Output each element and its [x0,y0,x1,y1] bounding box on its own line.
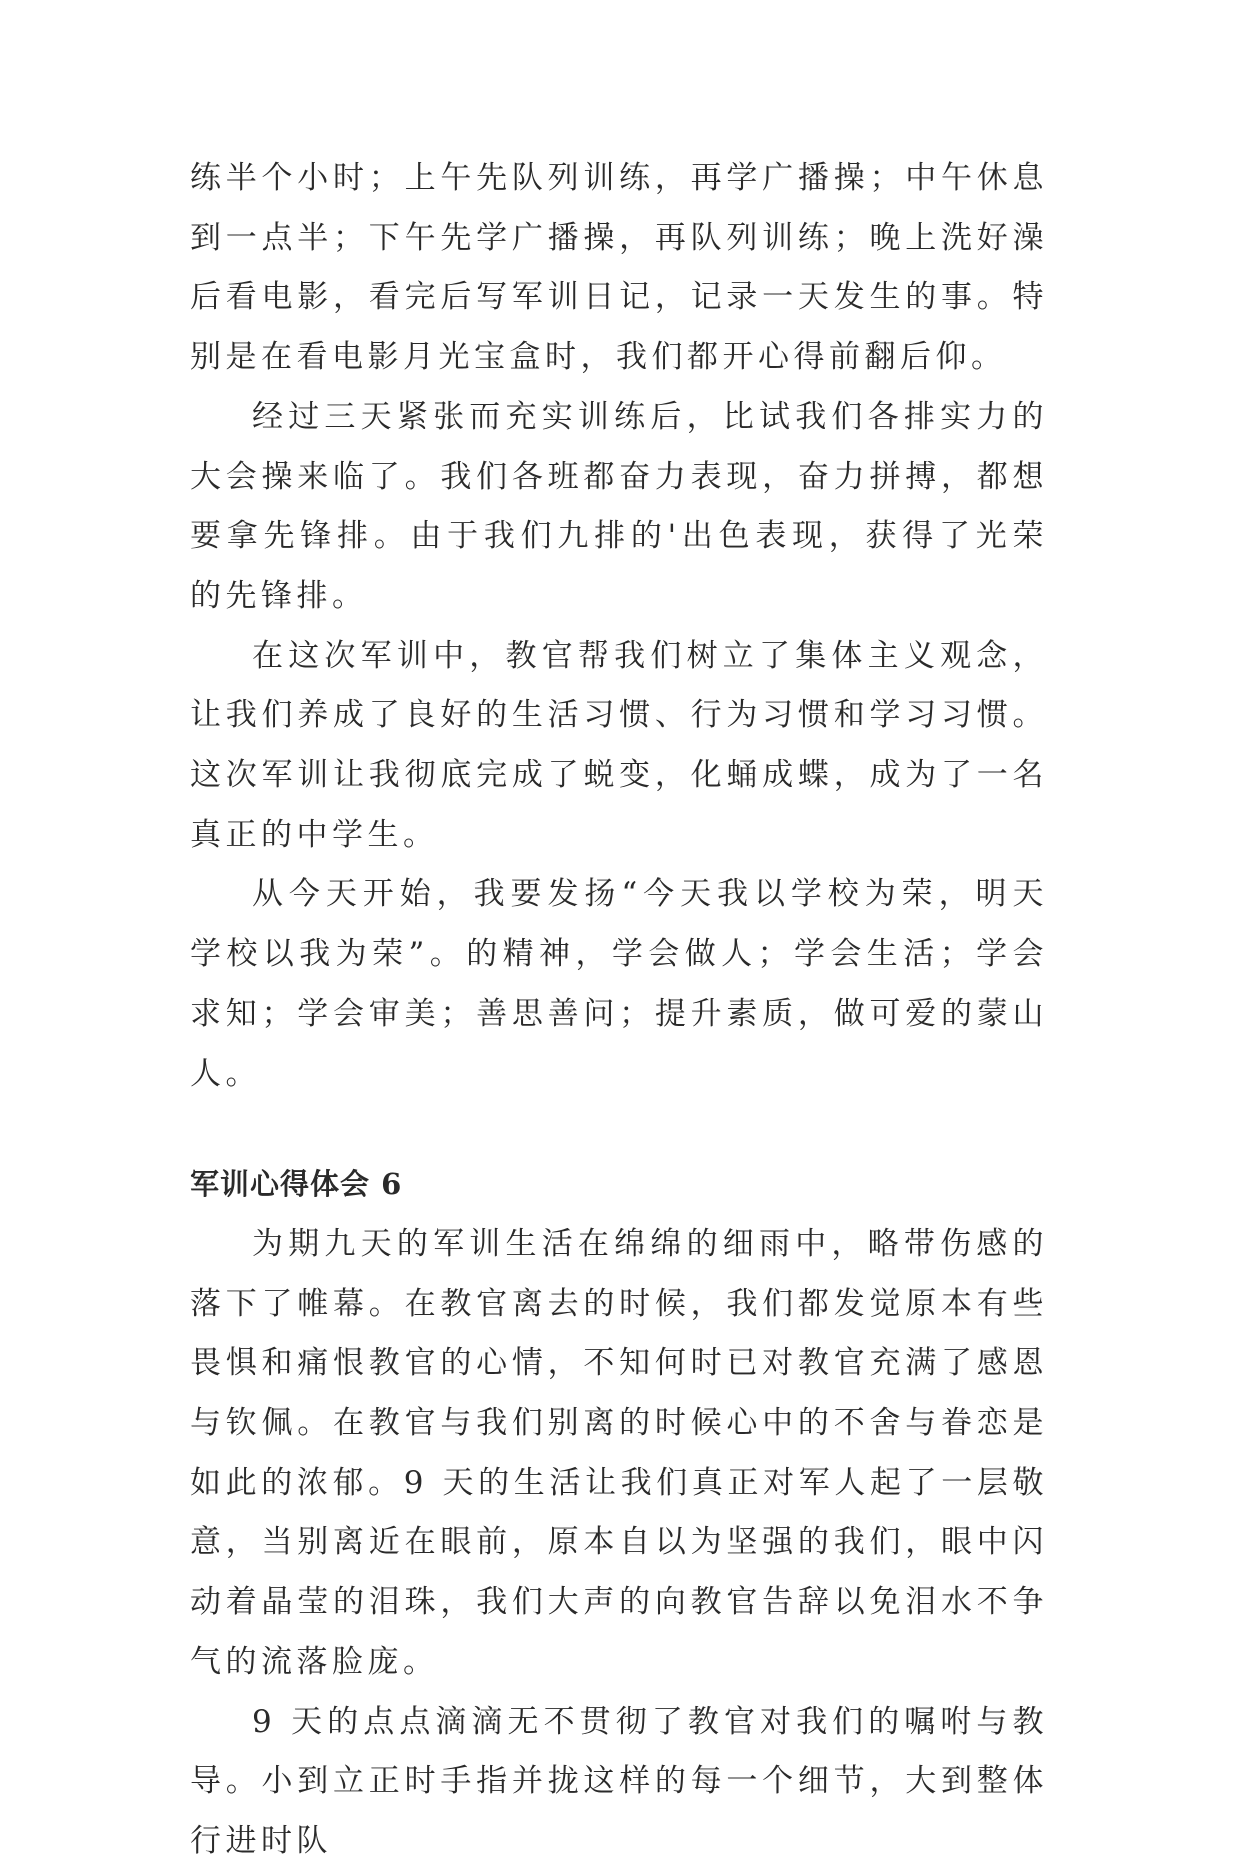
paragraph: 9 天的点点滴滴无不贯彻了教官对我们的嘱咐与教导。小到立正时手指并拢这样的每一个细节，大到整体行进时队 [190,1703,1048,1859]
paragraph: 从今天开始，我要发扬“今天我以学校为荣，明天学校以我为荣”。的精神，学会做人；学会生活；学会求知；学会审美；善思善问；提升素质，做可爱的蒙山人。 [190,876,1048,1092]
paragraph: 为期九天的军训生活在绵绵的细雨中，略带伤感的落下了帷幕。在教官离去的时候，我们都发觉原本有些畏惧和痛恨教官的心情，不知何时已对教官充满了感恩与钦佩。在教官与我们别离的时候心中的不舍与眷恋是如此的浓郁。9 天的生活让我们真正对军人起了一层敬意，当别离近在眼前，原本自以为坚强的我们，眼中闪动着晶莹的泪珠，我们大声的向教官告辞以免泪水不争气的流落脸庞。 [190,1225,1048,1680]
paragraph-continued: 练半个小时；上午先队列训练，再学广播操；中午休息到一点半；下午先学广播操，再队列训练；晚上洗好澡后看电影，看完后写军训日记，记录一天发生的事。特别是在看电影月光宝盒时，我们都开心得前翻后仰。 [190,160,1048,376]
paragraph: 经过三天紧张而充实训练后，比试我们各排实力的大会操来临了。我们各班都奋力表现，奋力拼搏，都想要拿先锋排。由于我们九排的'出色表现，获得了光荣的先锋排。 [190,398,1048,614]
section-heading: 军训心得体会 6 [190,1167,403,1202]
document-body [190,149,1048,1872]
paragraph: 在这次军训中，教官帮我们树立了集体主义观念，让我们养成了良好的生活习惯、行为习惯和学习习惯。这次军训让我彻底完成了蜕变，化蛹成蝶，成为了一名真正的中学生。 [190,637,1048,853]
